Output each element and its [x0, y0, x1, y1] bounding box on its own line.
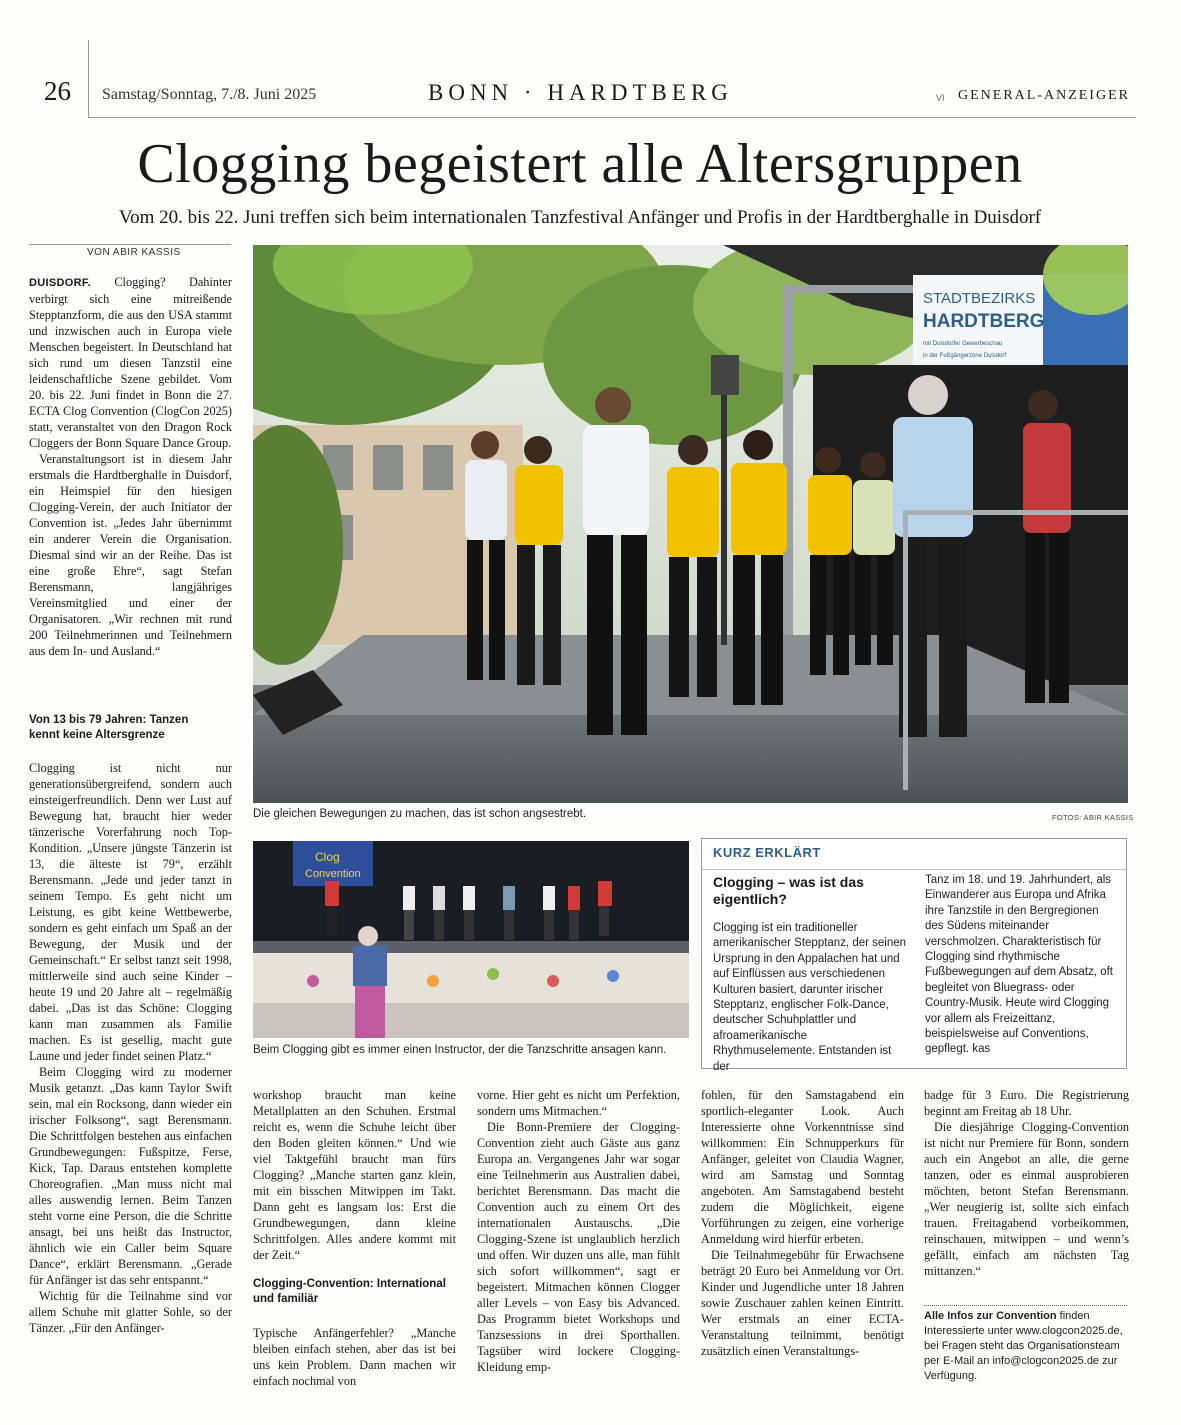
photo-credit: FOTOS: ABIR KASSIS [1052, 813, 1134, 822]
issue-date: Samstag/Sonntag, 7./8. Juni 2025 [102, 86, 317, 103]
section-title: BONN · HARDTBERG [428, 80, 733, 105]
paragraph: workshop braucht man keine Metallplatten an den Schuhen. Erstmal reicht es, wenn die Schuhe leicht über den Boden gleiten können.“ Und wie viel Taktgefühl braucht man fürs Clogging? „Manche starten ganz klein, mit ein bisschen Mitwippen im Takt. Dann geht es langsam los: Erst die Grundbewegungen, dann kleine Schrittfolgen. Alles andere kommt mit der Zeit.“ [253, 1088, 456, 1262]
paragraph: Clogging ist nicht nur generationsübergreifend, sondern auch einsteigerfreundlich. Denn wer Lust auf Bewegung hat, braucht hier weder tänzerische Vorerfahrung noch Top-Kondition. „Unsere jüngste Tänzerin ist 13, die älteste ist 79“, erzählt Berensmann. „Jede und jeder tanzt in seinem Tempo. Es geht nicht um Leistung, es gibt keine Wettbewerbe, sondern es geht einfach um Spaß an der Bewegung, der Musik und der Gemeinschaft.“ Er selbst tanzt seit 1998, mittlerweile sind auch seine Kinder – heute 19 und 20 Jahre alt – regelmäßig dabei. „Das ist das Schöne: Clogging kann man zusammen als Familie machen. Es ist gesellig, macht gute Laune und jeder findet seinen Platz.“ [29, 761, 232, 1063]
headline: Clogging begeistert alle Altersgruppen [137, 133, 1023, 195]
banner-text-3: mit Duisdorfer Gewerbeschau [923, 341, 1003, 347]
paragraph: Die Teilnahmegebühr für Erwachsene beträgt 20 Euro bei Anmeldung vor Ort. Kinder und Jugendliche unter 18 Jahren sowie Zuschauer zahlen keinen Eintritt. Wer erstmals an einer ECTA-Veranstaltung teilnimmt, benötigt zusätzlich einen Veranstaltungs- [701, 1248, 904, 1358]
explainer-box [701, 838, 1127, 1073]
paragraph: Beim Clogging wird zu moderner Musik getanzt. „Das kann Taylor Swift sein, mal ein Rocksong, dann wieder ein irischer Folksong“, sagt Berensmann. Die Schrittfolgen bestehen aus einfachen Grundbewegungen: Fußspitze, Ferse, Kick, Tap. Daraus entstehen komplette Choreografien. „Man muss nicht mal alles auswendig lernen. Beim Tanzen steht vorne eine Person, die die Schritte ansagt, bei uns heißt das Instructor, ähnlich wie ein Caller beim Square Dance“, erklärt Berensmann. „Gerade für Anfänger ist das sehr entspannt.“ [29, 1065, 232, 1287]
photo-caption-1: Die gleichen Bewegungen zu machen, das ist schon angsestrebt. [253, 808, 587, 820]
subhead-convention: Clogging-Convention: International und familiär [253, 1278, 446, 1305]
secondary-photo [253, 841, 689, 1038]
box-divider [702, 869, 1126, 870]
main-photo [253, 245, 1128, 803]
article-column-2b [253, 1325, 456, 1389]
subheadline: Vom 20. bis 22. Juni treffen sich beim internationalen Tanzfestival Anfänger und Profis in der Hardtberghalle in Duisdorf [118, 207, 1042, 228]
paragraph-text: Clogging? Dahinter verbirgt sich eine mitreißende Stepptanzform, die aus den USA stammt und inzwischen auch in Europa viele Menschen begeistert. In Deutschland hat sich rund um diesen Tanzstil eine leidenschaftliche Szene gebildet. Vom 20. bis 22. Juni findet in Bonn die 27. ECTA Clog Convention (ClogCon 2025) statt, veranstaltet von den Dragon Rock Cloggers der Bonn Square Dance Group. [29, 275, 232, 450]
dateline: DUISDORF. [29, 277, 91, 289]
box-title: Clogging – was ist das eigentlich? [713, 874, 864, 907]
info-note [924, 1309, 1129, 1384]
paragraph: fohlen, für den Samstagabend ein sportlich-eleganter Look. Auch Interessierte ohne Vorkenntnisse sind willkommen: Ein Schnupperkurs für Anfänger, geleitet von Claudia Wagner, wird am Samstag und Sonntag angeboten. Am Samstagabend besteht zudem die Möglichkeit, eigene Vorführungen zu zeigen, eine vorherige Anmeldung wird hierfür erbeten. [701, 1088, 904, 1246]
paragraph: Die diesjährige Clogging-Convention ist nicht nur Premiere für Bonn, sondern auch ein Angebot an alle, die gerne tanzen, oder es einmal ausprobieren möchten, betont Stefan Berensmann. „Wer neugierig ist, sollte sich einfach trauen. Freitagabend vorbeikommen, reinschauen, mitwippen – und wenn’s gefällt, einfach am nächsten Tag mittanzen.“ [924, 1120, 1129, 1278]
article-column-1 [29, 274, 232, 659]
banner-2-text-2: Convention [305, 868, 361, 880]
banner-2-text-1: Clog [315, 850, 340, 864]
header-divider [88, 40, 89, 118]
paragraph: Veranstaltungsort ist in diesem Jahr erstmals die Hardtberghalle in Duisdorf, ein Heimspiel für den hiesigen Clogging-Verein, der auch Initiator der Convention ist. „Jedes Jahr übernimmt ein anderer Verein die Organisation. Diesmal sind wir an der Reihe. Das ist eine große Ehre“, sagt Stefan Berensmann, langjähriges Vereinsmitglied und einer der Organisatoren. „Wir rechnen mit rund 200 Teilnehmerinnen und Teilnehmern aus dem In- und Ausland.“ [29, 452, 232, 658]
paragraph: Wichtig für die Teilnahme sind vor allem Schuhe mit glatter Sohle, so der Tänzer. „Für den Anfänger- [29, 1289, 232, 1335]
newspaper-name: GENERAL-ANZEIGER [958, 88, 1130, 103]
box-text-right: Tanz im 18. und 19. Jahrhundert, als Einwanderer aus Europa und Afrika ihre Tanzstile in den Bergregionen des Südens miteinander verschmolzen. Charakteristisch für Clogging sind rhythmische Fußbewegungen auf dem Absatz, oft begleitet von Bluegrass- oder Country-Musik. Heute wird Clogging vor allem als Freizeittanz, beispielsweise auf Conventions, gepflegt. kas [925, 874, 1113, 1056]
hall-dancers-illustration [253, 841, 689, 1038]
article-column-5 [924, 1087, 1129, 1279]
paragraph [29, 274, 232, 451]
info-divider [924, 1305, 1127, 1306]
photo-caption-2: Beim Clogging gibt es immer einen Instructor, der die Tanzschritte ansagen kann. [253, 1044, 667, 1056]
banner-text-1: STADTBEZIRKS [923, 290, 1036, 307]
byline: VON ABIR KASSIS [29, 244, 231, 258]
header-rule [88, 117, 1136, 118]
subhead-age: Von 13 bis 79 Jahren: Tanzen kennt keine Altersgrenze [29, 714, 189, 741]
article-column-2 [253, 1087, 456, 1263]
article-column-1b [29, 760, 232, 1336]
paragraph: vorne. Hier geht es nicht um Perfektion, sondern ums Mitmachen.“ [477, 1088, 680, 1118]
paragraph: Typische Anfängerfehler? „Manche bleiben einfach stehen, aber das ist bei uns kein Problem. Dann machen wir einfach nochmal von [253, 1326, 456, 1388]
page-number: 26 [44, 76, 71, 106]
banner-text-2: HARDTBERG [923, 311, 1045, 332]
box-text-left: Clogging ist ein traditioneller amerikanischer Stepptanz, der seinen Ursprung in den Appalachen hat und auf Einflüssen aus verschiedenen Kulturen basiert, darunter irischer Stepptanz, englischer Folk-Dance, deutscher Schuhplattler und afroamerikanische Rhythmuselemente. Entstanden ist der [713, 922, 907, 1073]
edition-mark: VI [936, 93, 945, 103]
banner-text-4: in der Fußgängerzone Duisdorf [923, 353, 1007, 359]
info-text: finden Interessierte unter www.clogcon2025.de, bei Fragen steht das Organisationsteam per E-Mail an info@clogcon2025.de zur Verfügung. [924, 1310, 1123, 1382]
paragraph: Die Bonn-Premiere der Clogging-Convention zieht auch Gäste aus ganz Europa an. Vergangenes Jahr war sogar eine Teilnehmerin aus Australien dabei, berichtet Berensmann. Das macht die Convention auch zu einem Ort des internationalen Austauschs. „Die Clogging-Szene ist unglaublich herzlich und offen. Wir duzen uns alle, man fühlt sich sofort willkommen“, sagt er begeistert. Mitmachen können Clogger aller Levels – von Easy bis Advanced. Das Programm bietet Workshops und Tanzsessions in drei Sporthallen. Tagsüber wird lockere Clogging-Kleidung emp- [477, 1120, 680, 1374]
article-column-4 [701, 1087, 904, 1359]
stage-dancers-illustration [253, 245, 1128, 803]
info-lead: Alle Infos zur Convention [924, 1310, 1057, 1322]
paragraph: badge für 3 Euro. Die Registrierung beginnt am Freitag ab 18 Uhr. [924, 1088, 1129, 1118]
box-label: KURZ ERKLÄRT [713, 845, 821, 860]
article-column-3 [477, 1087, 680, 1375]
